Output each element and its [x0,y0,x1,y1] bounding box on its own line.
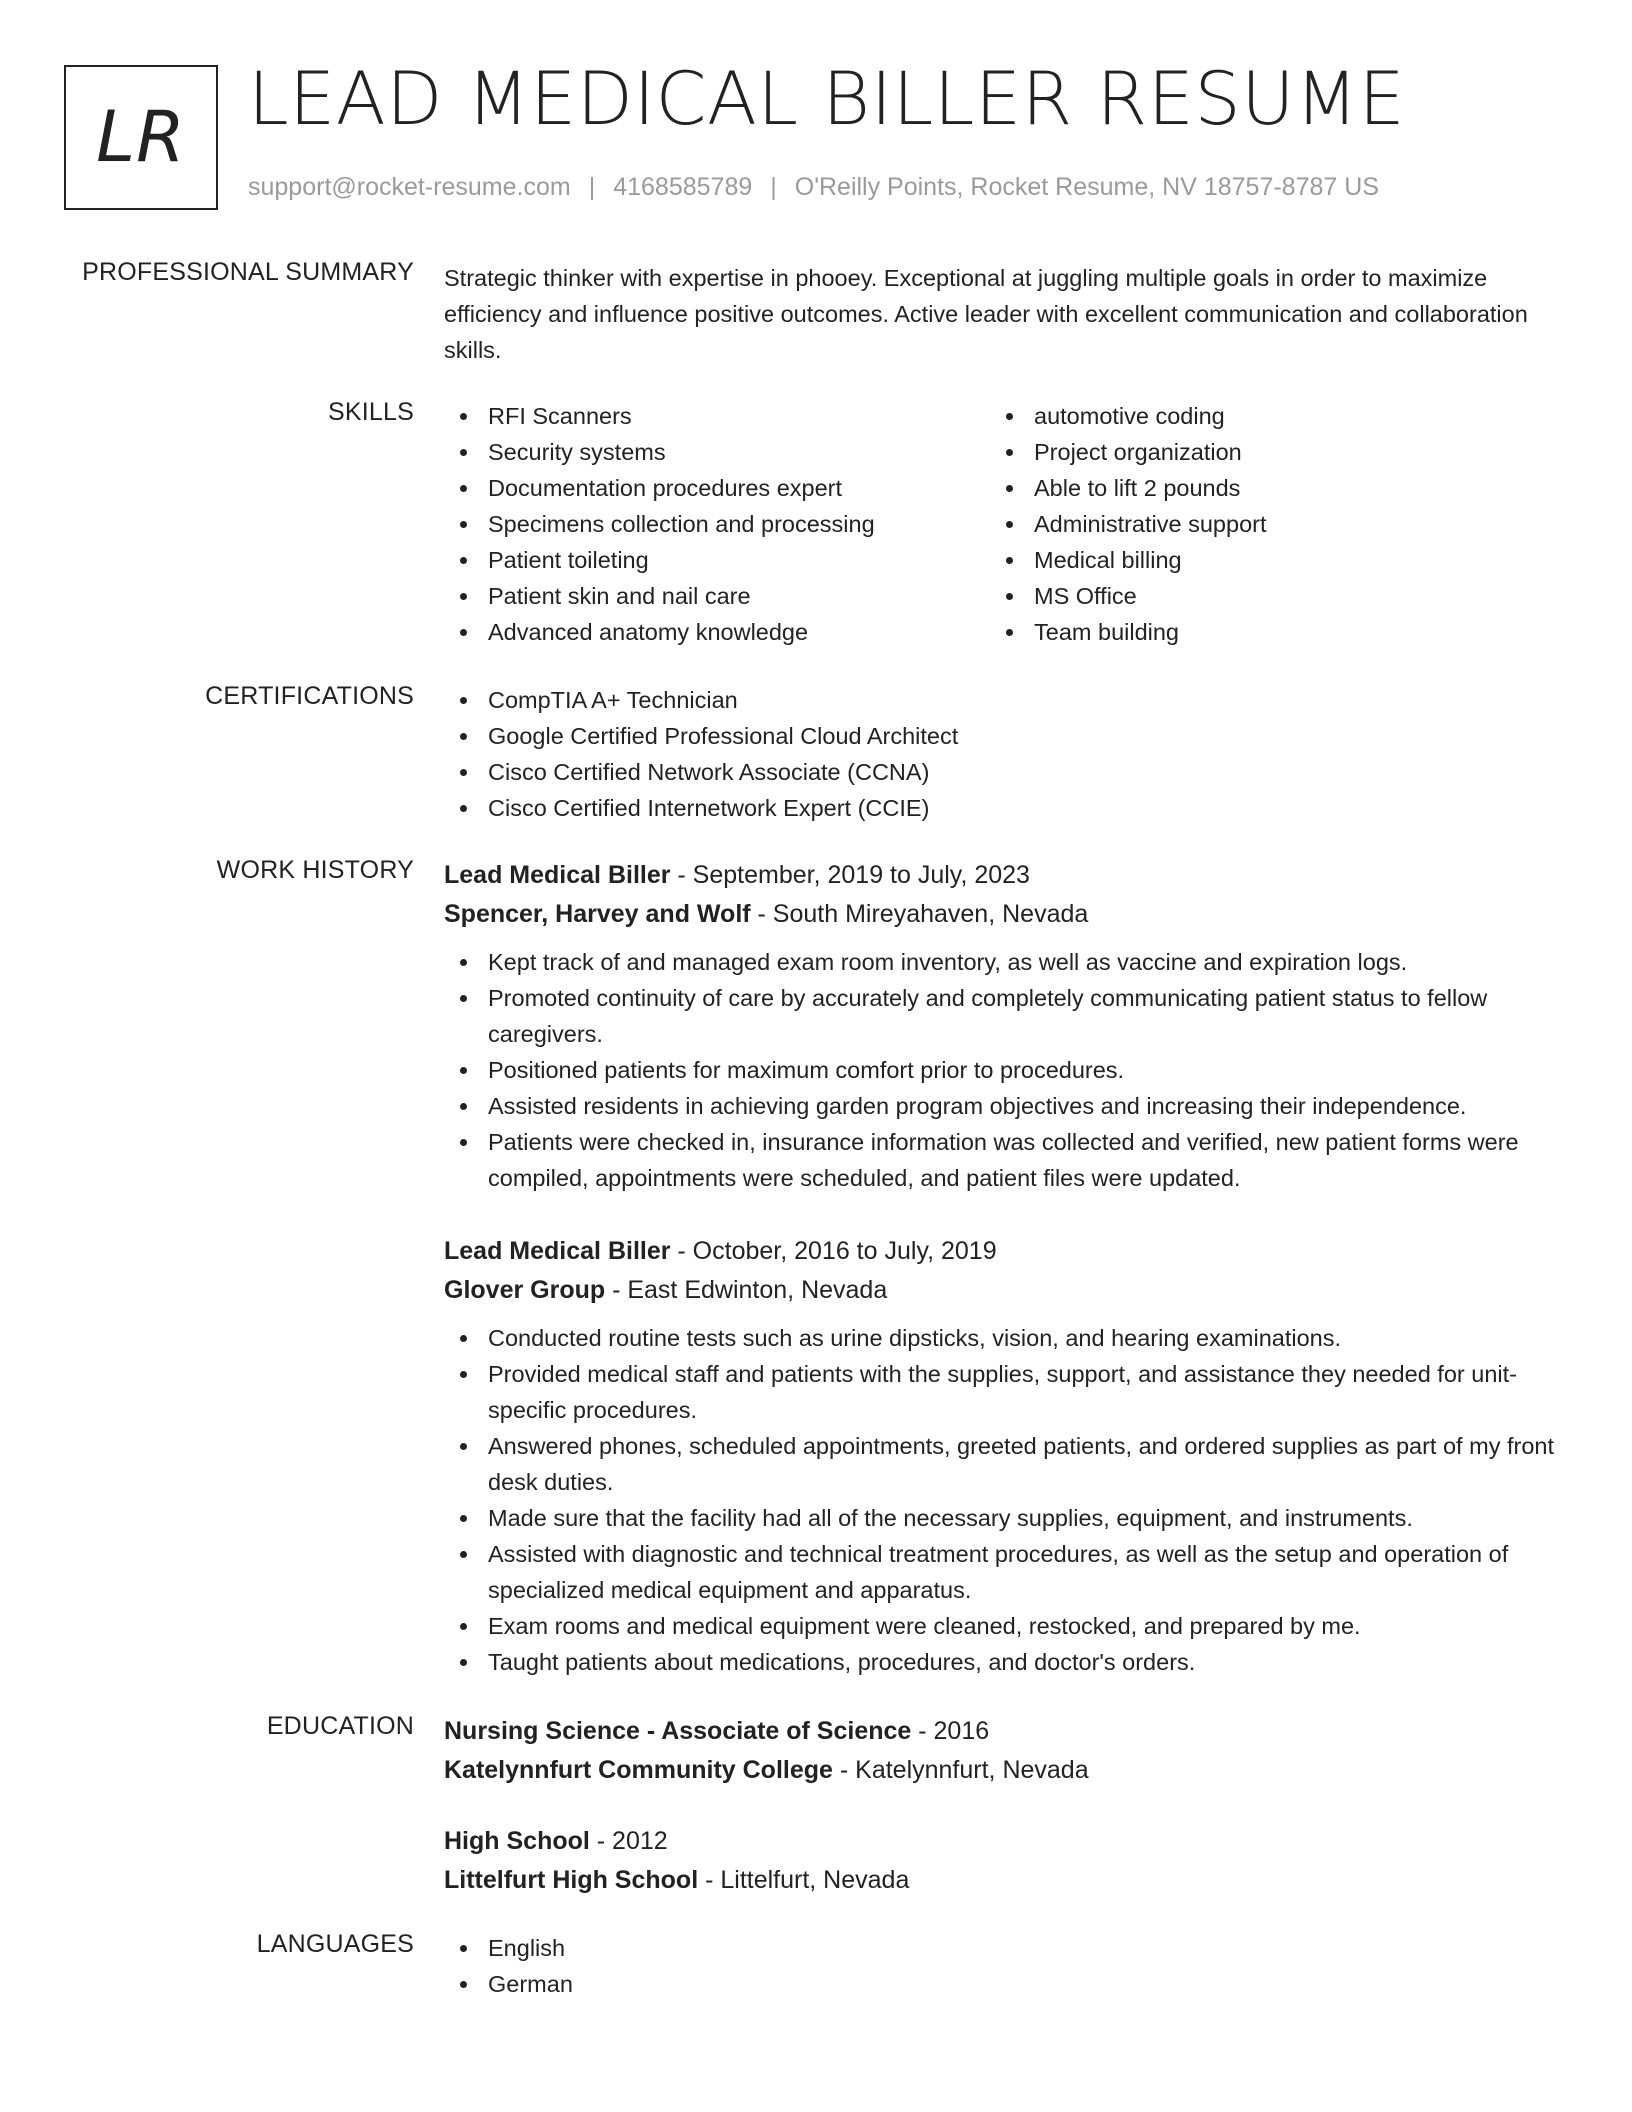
job-title-line [444,1232,1564,1271]
degree-line [444,1712,1564,1751]
degree: Nursing Science - Associate of Science [444,1717,912,1745]
languages-list-wrap [444,1930,1564,2002]
certifications-list-wrap [444,682,1564,826]
job-entry [444,1232,1564,1680]
list-item: Security systems [444,434,990,470]
list-item: Patient skin and nail care [444,578,990,614]
contact-separator: | [770,173,777,201]
degree-year: - 2016 [911,1717,990,1745]
list-item: Specimens collection and processing [444,506,990,542]
list-item: Project organization [990,434,1536,470]
skills-right-list [990,398,1536,650]
job-bullets [444,944,1564,1196]
list-item: Taught patients about medications, procedures, and doctor's orders. [444,1644,1564,1680]
list-item: automotive coding [990,398,1536,434]
list-item: Promoted continuity of care by accurately and completely communicating patient status to fellow caregivers. [444,980,1564,1052]
list-item: English [444,1930,1564,1966]
list-item: Conducted routine tests such as urine dipsticks, vision, and hearing examinations. [444,1320,1564,1356]
list-item: Assisted residents in achieving garden program objectives and increasing their independence. [444,1088,1564,1124]
list-item: Answered phones, scheduled appointments, greeted patients, and ordered supplies as part of my front desk duties. [444,1428,1564,1500]
skills-grid [444,398,1564,650]
job-title: Lead Medical Biller [444,861,671,889]
list-item: Assisted with diagnostic and technical treatment procedures, as well as the setup and operation of specialized medical equipment and apparatus. [444,1536,1564,1608]
languages-list [444,1930,1564,2002]
contact-address: O'Reilly Points, Rocket Resume, NV 18757-8787 US [794,173,1379,201]
page-title: LEAD MEDICAL BILLER RESUME [248,57,1406,142]
school-location: - Littelfurt, Nevada [698,1866,910,1894]
list-item: Team building [990,614,1536,650]
job-entry [444,856,1564,1196]
list-item: Advanced anatomy knowledge [444,614,990,650]
job-company: Glover Group [444,1276,606,1304]
list-item: Documentation procedures expert [444,470,990,506]
list-item: Administrative support [990,506,1536,542]
job-company-line [444,895,1564,934]
school: Littelfurt High School [444,1866,699,1894]
degree: High School [444,1827,590,1855]
list-item: Made sure that the facility had all of the necessary supplies, equipment, and instruments. [444,1500,1564,1536]
list-item: Provided medical staff and patients with the supplies, support, and assistance they needed for unit-specific procedures. [444,1356,1564,1428]
list-item: Cisco Certified Internetwork Expert (CCIE) [444,790,1564,826]
list-item: Patients were checked in, insurance information was collected and verified, new patient forms were compiled, appointments were scheduled, and patient files were updated. [444,1124,1564,1196]
initials: LR [96,95,186,178]
monogram-box [64,65,218,210]
contact-phone: 4168585789 [613,173,753,201]
list-item: Patient toileting [444,542,990,578]
school-line [444,1861,1564,1900]
skills-left-list [444,398,990,650]
job-company-line [444,1271,1564,1310]
list-item: Medical billing [990,542,1536,578]
degree-line [444,1822,1564,1861]
school-location: - Katelynnfurt, Nevada [832,1756,1089,1784]
list-item: German [444,1966,1564,2002]
section-label: LANGUAGES [256,1930,414,1958]
education-entry [444,1712,1564,1790]
contact-email: support@rocket-resume.com [248,173,571,201]
contact-separator: | [588,173,596,201]
list-item: Able to lift 2 pounds [990,470,1536,506]
list-item: MS Office [990,578,1536,614]
school: Katelynnfurt Community College [444,1756,833,1784]
list-item: Google Certified Professional Cloud Architect [444,718,1564,754]
job-dates: - September, 2019 to July, 2023 [670,861,1030,889]
degree-year: - 2012 [589,1827,668,1855]
job-title: Lead Medical Biller [444,1237,671,1265]
section-label: PROFESSIONAL SUMMARY [82,258,414,286]
summary-text: Strategic thinker with expertise in phooey. Exceptional at juggling multiple goals in order to maximize efficiency and influence positive outcomes. Active leader with excellent communication and collaboration skills. [444,265,1528,363]
section-label: EDUCATION [266,1712,414,1740]
job-bullets [444,1320,1564,1680]
list-item: CompTIA A+ Technician [444,682,1564,718]
section-label: CERTIFICATIONS [205,682,414,710]
section-label: SKILLS [328,398,414,426]
job-dates: - October, 2016 to July, 2019 [670,1237,997,1265]
section-label: WORK HISTORY [216,856,414,884]
job-location: - East Edwinton, Nevada [605,1276,888,1304]
contact-line [248,173,1379,202]
list-item: RFI Scanners [444,398,990,434]
list-item: Exam rooms and medical equipment were cleaned, restocked, and prepared by me. [444,1608,1564,1644]
job-title-line [444,856,1564,895]
list-item: Kept track of and managed exam room inventory, as well as vaccine and expiration logs. [444,944,1564,980]
list-item: Cisco Certified Network Associate (CCNA) [444,754,1564,790]
school-line [444,1751,1564,1790]
job-location: - South Mireyahaven, Nevada [750,900,1089,928]
education-entry [444,1822,1564,1900]
certifications-list [444,682,1564,826]
job-company: Spencer, Harvey and Wolf [444,900,751,928]
list-item: Positioned patients for maximum comfort prior to procedures. [444,1052,1564,1088]
